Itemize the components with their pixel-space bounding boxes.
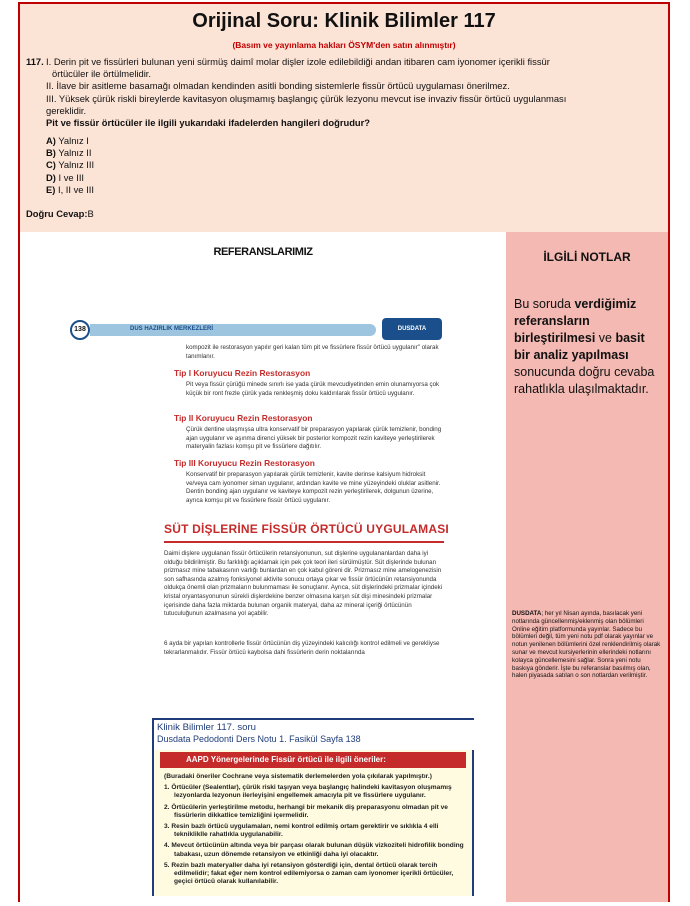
question-stem: Pit ve fissür örtücüler ile ilgili yukarıdaki ifadelerden hangileri doğrudur? <box>46 117 371 129</box>
page-title: Orijinal Soru: Klinik Bilimler 117 <box>192 10 496 32</box>
question-text <box>26 56 656 129</box>
book-text-tip1: Pit veya fissür çürüğü minede sınırlı ise yada çürük mevcudiyetinden emin olunamıyorsa çok küçük bir ront frezle çürük yada renkleşmiş doku kaldırılarak fissür örtücü uygulanır. <box>186 381 440 397</box>
book-intro: kompozit ile restorasyon yapılır geri kalan tüm pit ve fissürlere fissür örtücü uygulanır" olarak tanımlanır. <box>186 344 439 360</box>
option-c: C) Yalnız III <box>46 159 95 171</box>
statement-3-cont: gereklidir. <box>46 104 87 116</box>
book-text-tip2: Çürük dentine ulaşmışsa ultra konservatif bir preparasyon yapılarak çürük temizlenir, bonding ajan uygulanır ve aşınma direnci yüksek bir posterior kompozit rezin kaviteye yerleştirilerek materyalin fazlası komşu pit ve fissürlere dağıtılır. <box>186 426 442 451</box>
option-d: D) I ve III <box>46 171 85 183</box>
references-section <box>20 232 506 902</box>
notes-main-text: Bu soruda verdiğimiz referansların birleştirilmesi ve basit bir analiz yapılması sonucunda doğru cevaba rahatlıkla ulaşılmaktadır. <box>514 297 655 396</box>
callout-item: 4. Mevcut örtücünün altında veya bir parçası olarak bulunan düşük vizkoziteli hidrofilik bonding tabakası, uzun dönemde retansiyon ve etkinliği daha iyi olacaktır. <box>164 842 464 858</box>
question-number: 117. <box>26 56 44 67</box>
question-section <box>20 4 668 232</box>
callout-body <box>164 773 464 886</box>
callout-title: AAPD Yönergelerinde Fissür örtücü ile ilgili öneriler: <box>186 755 386 764</box>
dusdata-logo: DUSDATA <box>382 318 442 340</box>
option-e: E) I, II ve III <box>46 183 94 195</box>
callout-title-bar <box>160 752 466 768</box>
correct-answer-value: B <box>87 208 94 219</box>
book-page-image <box>44 288 492 896</box>
references-title: REFERANSLARIMIZ <box>213 246 313 258</box>
notes-title: İLGİLİ NOTLAR <box>543 250 631 264</box>
option-b: B) Yalnız II <box>46 147 92 159</box>
book-heading-tip2: Tip II Koruyucu Rezin Restorasyon <box>174 413 313 423</box>
callout-intro: (Buradaki öneriler Cochrane veya sistematik derlemelerden yola çıkılarak yapılmıştır.) <box>164 773 432 780</box>
statement-2: II. İlave bir asitleme basamağı olmadan kendinden asitli bonding sistemlerle fissür örtücü uygulaması önerilmez. <box>46 80 510 92</box>
book-heading-rule <box>164 541 444 543</box>
book-paragraph-control: 6 ayda bir yapılan kontrollerle fissür örtücünün diş yüzeyindeki kalıcılığı kontrol edilmeli ve gerekliyse tekrarlanmalıdır. Fissür örtücü kaybolsa dahi fissürlerin derin noktalarında <box>164 640 440 656</box>
statement-1-cont: örtücüler ile örtülmelidir. <box>52 68 151 80</box>
callout-item: 2. Örtücülerin yerleştirilme metodu, herhangi bir mekanik diş preparasyonu olmadan pit ve fissürlerin dikkatlice temizliğini içermelidir. <box>164 803 448 819</box>
book-section-heading: SÜT DİŞLERİNE FİSSÜR ÖRTÜCÜ UYGULAMASI <box>164 522 449 536</box>
answer-options <box>46 135 94 196</box>
correct-answer: Doğru Cevap:B <box>26 208 94 219</box>
reference-callout <box>152 718 474 896</box>
statement-3: III. Yüksek çürük riskli bireylerde kavitasyon oluşmamış başlangıç çürük lezyonu mevcut ise invaziv fissür örtücü uygulanması <box>46 92 567 104</box>
notes-dusdata-info: DUSDATA; her yıl Nisan ayında, basılacak yeni notlarında güncellenmiş/eklenmiş olan bölümleri Online eğitim platformunda yayınlar. Sadece bu bölümleri değil, tüm yeni notu pdf olarak yayınlar ve notun yenilenen bölümlerini özel renklendirilmiş olarak sunar ve mevcut kursiyerlerinin ellerindeki notlarını kolayca güncellemesini sağlar. Sonra yeni notu baskıya gönderir. İşte bu referanslar basılmış olan, halen piyasada satılan o son notlardan verilmiştir. <box>512 610 661 680</box>
notes-section <box>506 232 668 902</box>
book-page-number: 138 <box>70 320 90 340</box>
statement-1: I. Derin pit ve fissürleri bulunan yeni sürmüş daimî molar dişler izole edilebildiği andan itibaren cam iyonomer içerikli fissür <box>46 56 550 67</box>
book-page-header <box>50 322 490 338</box>
page-frame <box>18 2 670 902</box>
option-a: A) Yalnız I <box>46 135 89 146</box>
book-text-tip3: Konservatif bir preparasyon yapılarak çürük temizlenir, kavite derinse kalsiyum hidroksit ve/veya cam iyonomer siman uygulanır, ardından kavite ve mine yüzeyindeki oluklar asitlenir. Dentin bonding ajan uygulanır ve kaviteye kompozit rezin yerleştirilerek, dolgunun üzerine, ayrıca komşu pit ve fissürlere fissür örtücü uygulanır. <box>186 471 441 504</box>
callout-item: 5. Rezin bazlı materyaller daha iyi retansiyon gösterdiği için, dental örtücü olarak tercih edilmelidir; fakat eğer nem kontrol edilemiyorsa o zaman cam iyonomer içerikli örtücüler, geçici örtücü olarak kullanılabilir. <box>164 861 454 886</box>
book-heading-tip1: Tip I Koruyucu Rezin Restorasyon <box>174 368 311 378</box>
callout-caption-question: Klinik Bilimler 117. soru <box>157 722 256 733</box>
callout-caption <box>154 720 474 750</box>
callout-item: 3. Resin bazlı örtücü uygulamaları, nemi kontrol edilmiş ortam gerektirir ve sıklıkla 4 elli teknikliklle rahatlıkla uygulanabilir. <box>164 823 439 839</box>
book-paragraph-retention: Daimi dişlere uygulanan fissür örtücülerin retansiyonunun, sut dişlerine uygulananlardan daha iyi olduğu bildirilmiştir. Bu farklılığı açıklamak için pek çok teori ileri sürülmüştür. Süt dişlerinde bulunan prizmasız mine tabakasının varlığı bunlardan en çok kabul göreni dir. Prizmasız mine amelogenezisin son safhasında azalmış fonksiyonel aktivite sonucu ortaya çıkar ve fissür örtücünün retansiyonunda oldukça önemli olan prizmaların bulunmaması ile sonuçlanır. Ayrıca, süt dişlerindeki prizmalar içindeki kristal oryantasyonunun sürekli dişlerdekine benzer olmasına karşın süt dişi minesindeki prizmalar içerisinde daha fazla miktarda bulunan organik materyal, daha az mineral içeriği örtücünün tutuculuğunun azalmasına yol açabilir. <box>164 550 443 618</box>
book-heading-tip3: Tip III Koruyucu Rezin Restorasyon <box>174 458 315 468</box>
callout-caption-source: Dusdata Pedodonti Ders Notu 1. Fasikül Sayfa 138 <box>157 734 361 744</box>
callout-item: 1. Örtücüler (Sealentlar), çürük riski taşıyan veya başlangıç halindeki kavitasyon oluşmamış lezyonlarda lezyonun ilerleyişini engellemek amacıyla pit ve fissürlere uygulanır. <box>164 784 452 800</box>
copyright-note: (Basım ve yayınlama hakları ÖSYM'den satın alınmıştır) <box>232 40 456 50</box>
book-header-bar: DUS HAZIRLIK MERKEZLERİ <box>90 324 376 336</box>
